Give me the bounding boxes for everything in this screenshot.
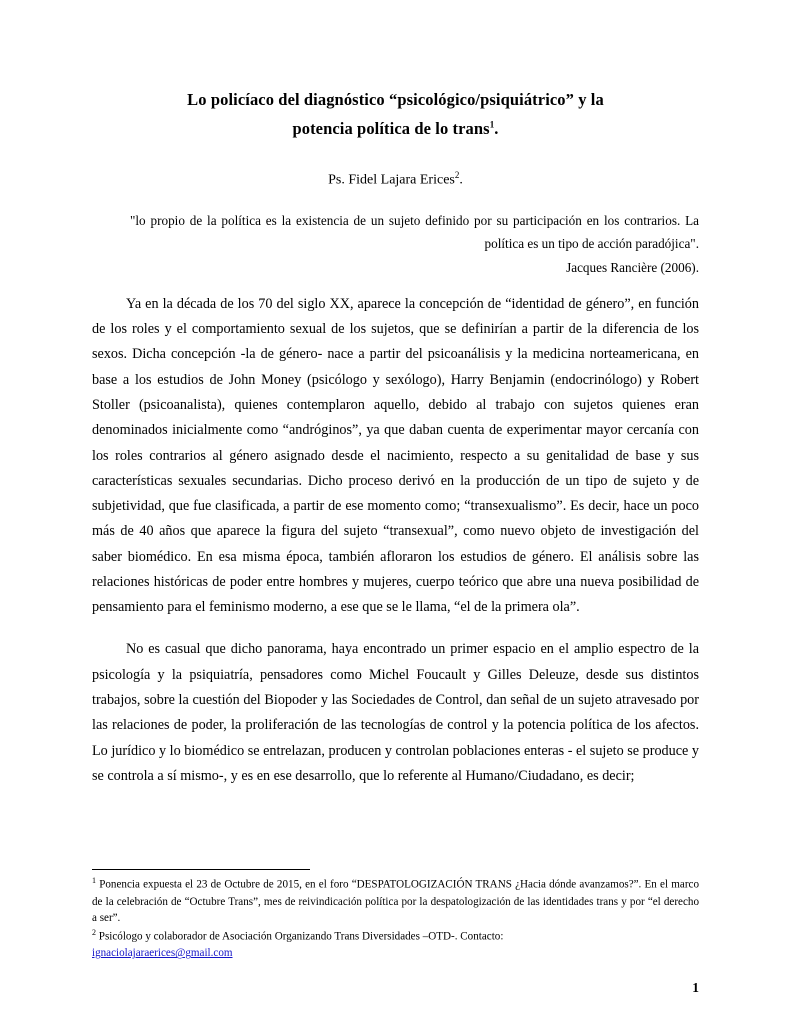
footnote-1-marker: 1	[92, 876, 96, 886]
author-line	[92, 170, 699, 189]
footnote-2-marker: 2	[92, 928, 96, 938]
footnote-1	[92, 875, 699, 927]
page-title	[102, 86, 689, 144]
author-footnote-marker: 2	[454, 169, 460, 180]
epigraph-source: Jacques Rancière (2006).	[566, 259, 699, 275]
title-footnote-marker: 1	[489, 119, 495, 130]
author-name: Ps. Fidel Lajara Erices	[328, 172, 455, 188]
spacer	[92, 276, 699, 292]
body-paragraph: No es casual que dicho panorama, haya encontrado un primer espacio en el amplio espectro de la psicología y la psiquiatría, pensadores como Michel Foucault y Gilles Deleuze, desde sus distintos trabajos, sobre la cuestión del Biopoder y las Sociedades de Control, dan señal de un sujeto atravesado por las relaciones de poder, la proliferación de las tecnologías de control y la potencia política de los afectos. Lo jurídico y lo biomédico se entrelazan, producen y controlan poblaciones enteras - el sujeto se produce y se controla a sí mismo-, y es en ese desarrollo, que lo referente al Humano/Ciudadano, es decir;	[92, 641, 699, 784]
page-number: 1	[692, 980, 699, 995]
footnote-1-text: Ponencia expuesta el 23 de Octubre de 2015, en el foro “DESPATOLOGIZACIÓN TRANS ¿Hacia dónde avanzamos?”. En el marco de la celebración de “Octubre Trans”, mes de reivindicación política por la despatologización de las identidades trans y por “el derecho a ser”.	[92, 879, 699, 925]
footnote-area	[92, 869, 699, 962]
title-line-1: Lo policíaco del diagnóstico “psicológico/psiquiátrico” y la	[187, 90, 604, 109]
footnote-2-text: Psicólogo y colaborador de Asociación Organizando Trans Diversidades –OTD-. Contacto:	[98, 930, 504, 943]
body-paragraph: Ya en la década de los 70 del siglo XX, aparece la concepción de “identidad de género”, en función de los roles y el comportamiento sexual de los sujetos, que se definirían a partir de la diferencia de los sexos. Dicha concepción -la de género- nace a partir del psicoanálisis y la medicina norteamericana, en base a los estudios de John Money (psicólogo y sexólogo), Harry Benjamin (endocrinólogo) y Robert Stoller (psicoanalista), quienes contemplaron aquello, debido al trabajo con sujetos quienes eran denominados inicialmente como “andróginos”, ya que daban cuenta de experimentar mayor cercanía con los roles contrarios al género asignado desde el nacimiento, respecto a su genitalidad de base y sus características sexuales secundarias. Dicho proceso derivó en la producción de un tipo de sujeto y de subjetividad, que fue clasificada, a partir de ese momento como; “transexualismo”. Es decir, hace un poco más de 40 años que aparece la figura del sujeto “transexual”, como nuevo objeto de investigación del saber biomédico. En esa misma época, también afloraron los estudios de género. El análisis sobre las relaciones históricas de poder entre hombres y mujeres, cuerpo teórico que abre una nueva posibilidad de pensamiento para el feminismo moderno, a ese que se le llama, “el de la primera ola”.	[92, 295, 699, 616]
footnote-separator	[92, 869, 310, 870]
footnote-email-link[interactable]: ignaciolajaraerices@gmail.com	[92, 947, 233, 960]
author-terminator: .	[459, 172, 463, 188]
footnote-2	[92, 927, 699, 962]
epigraph-quote: "lo propio de la política es la existencia de un sujeto definido por su participación en los contrarios. La política es un tipo de acción paradójica".	[130, 213, 699, 252]
title-line-2: potencia política de lo trans	[292, 118, 490, 138]
title-terminator: .	[494, 118, 499, 138]
